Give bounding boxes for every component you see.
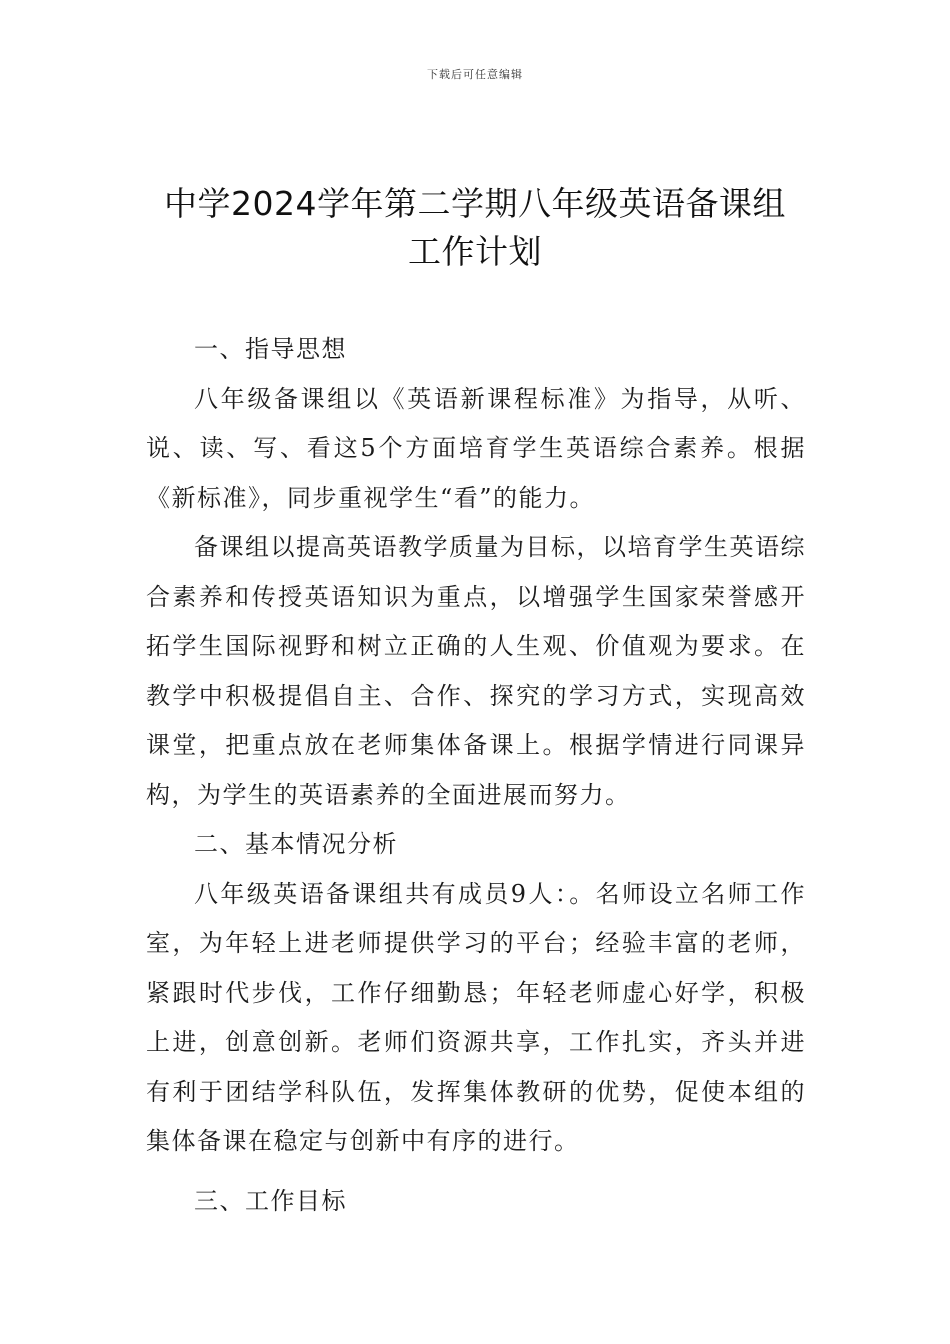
section-heading-situation-analysis: 二、基本情况分析: [194, 830, 398, 858]
paragraph: 八年级备课组以《英语新课程标准》为指导，从听、说、读、写、看这5个方面培育学生英语综合素养。根据《新标准》，同步重视学生“看”的能力。: [146, 384, 806, 512]
header-note: 下载后可任意编辑: [427, 68, 523, 81]
paragraph: 八年级英语备课组共有成员9人：。名师设立名师工作室，为年轻上进老师提供学习的平台；经验丰富的老师，紧跟时代步伐，工作仔细勤恳；年轻老师虚心好学，积极上进，创意创新。老师们资源共享，工作扎实，齐头并进有利于团结学科队伍，发挥集体教研的优势，促使本组的集体备课在稳定与创新中有序的进行。: [146, 879, 806, 1155]
document-title: [100, 180, 850, 276]
paragraph: 备课组以提高英语教学质量为目标，以培育学生英语综合素养和传授英语知识为重点，以增强学生国家荣誉感开拓学生国际视野和树立正确的人生观、价值观为要求。在教学中积极提倡自主、合作、探究的学习方式，实现高效课堂，把重点放在老师集体备课上。根据学情进行同课异构，为学生的英语素养的全面进展而努力。: [146, 533, 806, 809]
document-body: [146, 325, 806, 1226]
section-heading-guiding-ideology: 一、指导思想: [194, 335, 347, 363]
title-line-1: 中学2024学年第二学期八年级英语备课组: [164, 184, 786, 223]
title-line-2: 工作计划: [408, 232, 542, 271]
section-heading-work-goals: 三、工作目标: [194, 1186, 347, 1215]
